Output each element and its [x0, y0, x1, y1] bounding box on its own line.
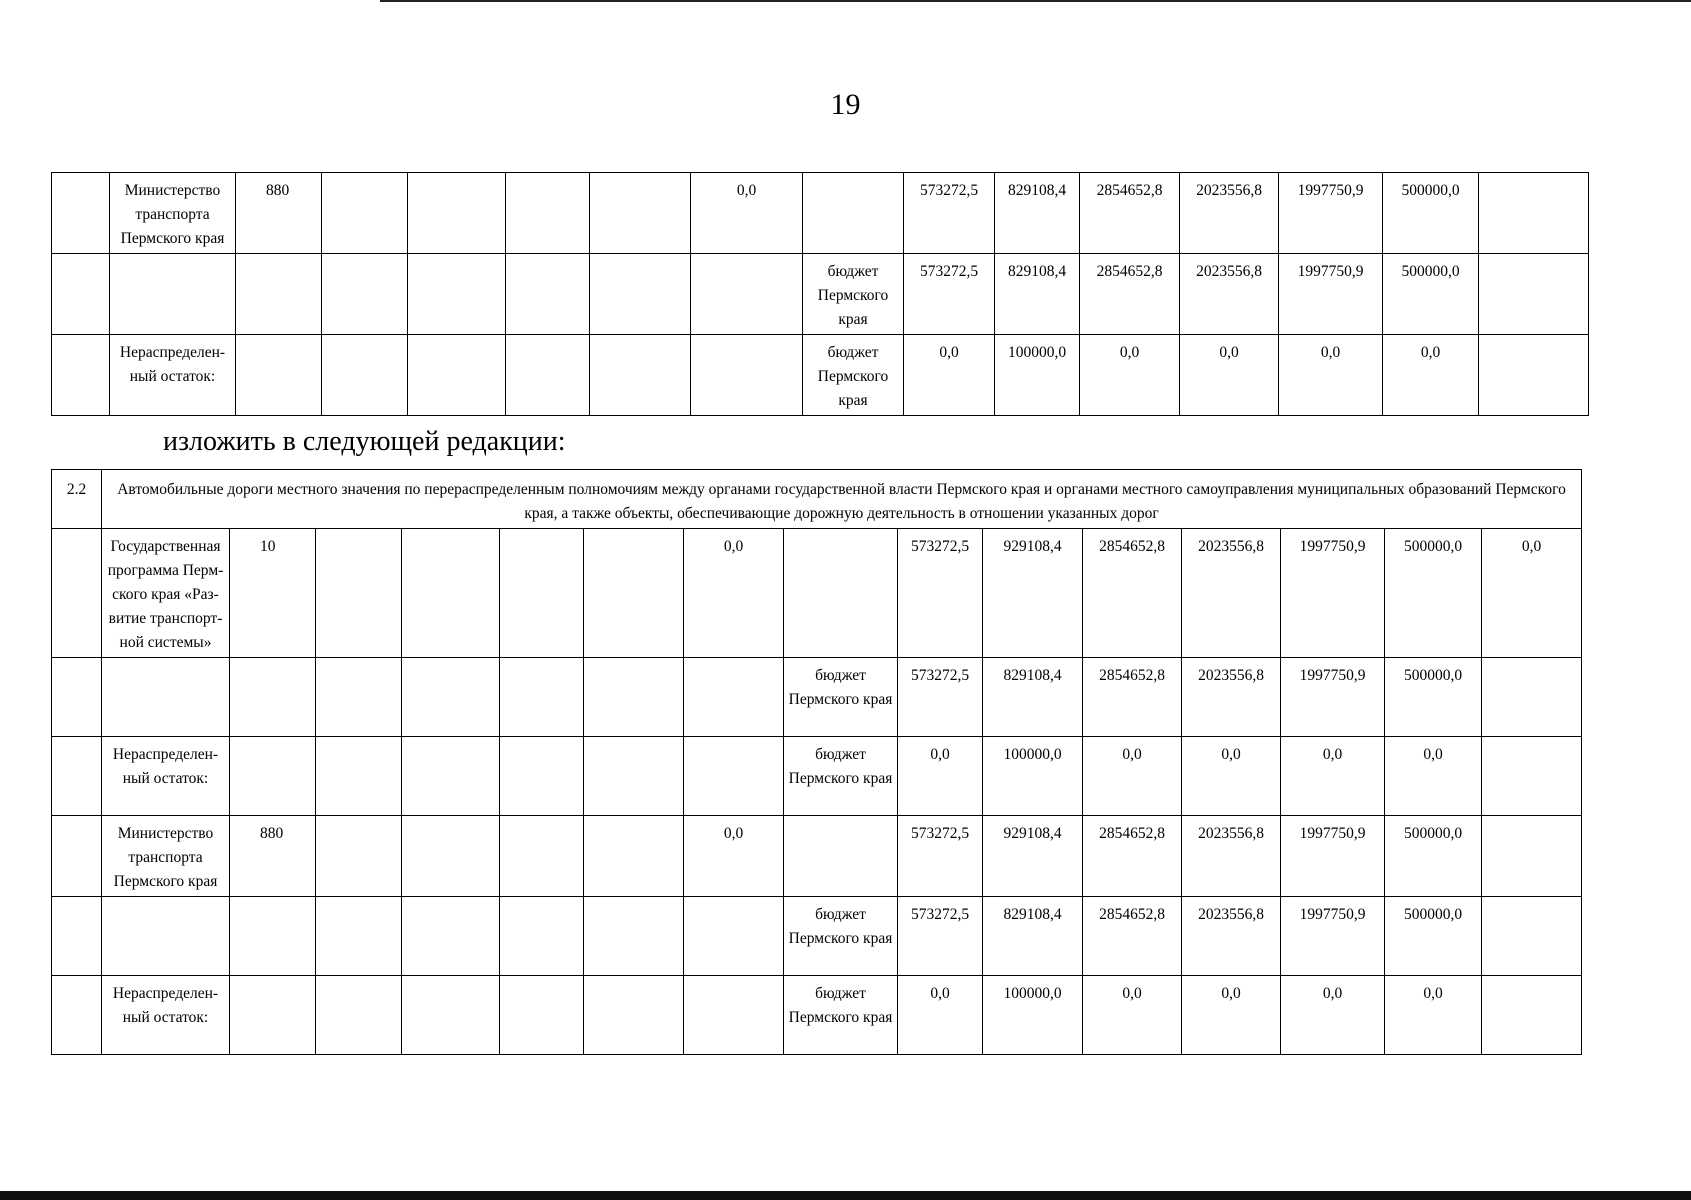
value-cell: 2023556,8 — [1182, 658, 1281, 737]
value-cell: 1997750,9 — [1281, 529, 1385, 658]
value-cell: 1997750,9 — [1281, 897, 1385, 976]
value-cell: 100000,0 — [983, 976, 1083, 1055]
base-value-cell — [684, 976, 784, 1055]
value-cell: 929108,4 — [983, 816, 1083, 897]
empty-cell — [590, 173, 691, 254]
code-cell — [230, 737, 316, 816]
empty-cell — [402, 976, 500, 1055]
code-cell: 880 — [230, 816, 316, 897]
value-cell: 500000,0 — [1383, 254, 1479, 335]
section-header-row — [52, 470, 1582, 529]
row-number-cell — [52, 897, 102, 976]
value-cell: 2854652,8 — [1083, 529, 1182, 658]
funding-source-cell: бюджет Пермского края — [784, 897, 898, 976]
table-row — [52, 529, 1582, 658]
value-cell: 500000,0 — [1383, 173, 1479, 254]
name-cell: Министерство транспорта Пермского края — [110, 173, 236, 254]
value-cell: 829108,4 — [983, 658, 1083, 737]
empty-cell — [402, 816, 500, 897]
table-row — [52, 976, 1582, 1055]
new-version-table — [51, 469, 1582, 1055]
empty-cell — [316, 529, 402, 658]
name-cell — [110, 254, 236, 335]
value-cell: 0,0 — [1083, 737, 1182, 816]
row-number-cell — [52, 529, 102, 658]
value-cell: 573272,5 — [898, 529, 983, 658]
code-cell: 880 — [236, 173, 322, 254]
value-cell: 1997750,9 — [1281, 816, 1385, 897]
value-cell: 573272,5 — [898, 897, 983, 976]
value-cell: 573272,5 — [904, 173, 995, 254]
table-row — [52, 737, 1582, 816]
value-cell: 0,0 — [1083, 976, 1182, 1055]
value-cell: 2023556,8 — [1182, 897, 1281, 976]
value-cell: 500000,0 — [1385, 529, 1482, 658]
empty-cell — [316, 658, 402, 737]
value-cell: 0,0 — [1385, 976, 1482, 1055]
row-number-cell — [52, 658, 102, 737]
empty-cell — [584, 816, 684, 897]
table-row — [52, 335, 1589, 416]
empty-cell — [584, 976, 684, 1055]
table-row — [52, 658, 1582, 737]
table-row — [52, 173, 1589, 254]
name-cell: Государственная программа Перм-ского края «Раз-витие транспорт-ной системы» — [102, 529, 230, 658]
value-cell: 2023556,8 — [1182, 529, 1281, 658]
empty-cell — [322, 173, 408, 254]
empty-cell — [408, 254, 506, 335]
bottom-edge-rule — [0, 1191, 1691, 1200]
value-cell: 829108,4 — [995, 254, 1080, 335]
empty-cell — [402, 897, 500, 976]
value-cell: 2854652,8 — [1080, 254, 1180, 335]
base-value-cell: 0,0 — [684, 529, 784, 658]
empty-cell — [316, 737, 402, 816]
empty-cell — [402, 737, 500, 816]
value-cell: 500000,0 — [1385, 658, 1482, 737]
code-cell — [230, 897, 316, 976]
value-cell: 0,0 — [1182, 976, 1281, 1055]
previous-version-table — [51, 172, 1589, 416]
value-cell: 1997750,9 — [1281, 658, 1385, 737]
empty-cell — [506, 254, 590, 335]
funding-source-cell — [784, 816, 898, 897]
value-cell: 100000,0 — [995, 335, 1080, 416]
empty-cell — [500, 897, 584, 976]
empty-cell — [506, 335, 590, 416]
empty-cell — [500, 658, 584, 737]
value-cell — [1482, 737, 1582, 816]
empty-cell — [500, 737, 584, 816]
section-number: 2.2 — [52, 470, 102, 529]
value-cell: 0,0 — [1080, 335, 1180, 416]
funding-source-cell: бюджет Пермского края — [784, 658, 898, 737]
empty-cell — [590, 335, 691, 416]
empty-cell — [584, 529, 684, 658]
funding-source-cell: бюджет Пермского края — [784, 737, 898, 816]
name-cell: Нераспределен-ный остаток: — [102, 737, 230, 816]
empty-cell — [402, 658, 500, 737]
value-cell: 0,0 — [1385, 737, 1482, 816]
value-cell — [1482, 816, 1582, 897]
value-cell: 2854652,8 — [1083, 897, 1182, 976]
funding-source-cell — [803, 173, 904, 254]
value-cell: 2854652,8 — [1080, 173, 1180, 254]
value-cell — [1482, 976, 1582, 1055]
base-value-cell: 0,0 — [684, 816, 784, 897]
value-cell: 0,0 — [1482, 529, 1582, 658]
empty-cell — [500, 816, 584, 897]
base-value-cell — [691, 254, 803, 335]
value-cell: 2023556,8 — [1180, 254, 1279, 335]
page-number: 19 — [830, 88, 861, 121]
empty-cell — [322, 335, 408, 416]
code-cell — [236, 335, 322, 416]
empty-cell — [500, 976, 584, 1055]
value-cell: 500000,0 — [1385, 897, 1482, 976]
value-cell: 0,0 — [898, 976, 983, 1055]
top-edge-rule — [380, 0, 1691, 2]
value-cell — [1479, 335, 1589, 416]
empty-cell — [402, 529, 500, 658]
value-cell: 929108,4 — [983, 529, 1083, 658]
value-cell: 573272,5 — [904, 254, 995, 335]
funding-source-cell: бюджет Пермского края — [784, 976, 898, 1055]
value-cell: 0,0 — [898, 737, 983, 816]
table-row — [52, 816, 1582, 897]
base-value-cell — [684, 897, 784, 976]
row-number-cell — [52, 335, 110, 416]
base-value-cell — [691, 335, 803, 416]
empty-cell — [500, 529, 584, 658]
empty-cell — [584, 897, 684, 976]
empty-cell — [316, 976, 402, 1055]
empty-cell — [408, 173, 506, 254]
code-cell — [230, 976, 316, 1055]
value-cell: 0,0 — [1182, 737, 1281, 816]
value-cell: 573272,5 — [898, 658, 983, 737]
value-cell — [1482, 658, 1582, 737]
funding-source-cell: бюджет Пермского края — [803, 254, 904, 335]
value-cell: 0,0 — [1281, 976, 1385, 1055]
name-cell: Министерство транспорта Пермского края — [102, 816, 230, 897]
empty-cell — [584, 737, 684, 816]
empty-cell — [408, 335, 506, 416]
base-value-cell: 0,0 — [691, 173, 803, 254]
empty-cell — [506, 173, 590, 254]
value-cell — [1482, 897, 1582, 976]
value-cell: 2023556,8 — [1180, 173, 1279, 254]
code-cell: 10 — [230, 529, 316, 658]
value-cell — [1479, 173, 1589, 254]
row-number-cell — [52, 737, 102, 816]
base-value-cell — [684, 658, 784, 737]
empty-cell — [316, 816, 402, 897]
value-cell: 0,0 — [1279, 335, 1383, 416]
value-cell: 0,0 — [1281, 737, 1385, 816]
table-row — [52, 254, 1589, 335]
value-cell: 0,0 — [1180, 335, 1279, 416]
value-cell: 2854652,8 — [1083, 658, 1182, 737]
value-cell: 0,0 — [904, 335, 995, 416]
row-number-cell — [52, 173, 110, 254]
empty-cell — [590, 254, 691, 335]
value-cell: 0,0 — [1383, 335, 1479, 416]
row-number-cell — [52, 254, 110, 335]
value-cell: 1997750,9 — [1279, 173, 1383, 254]
amendment-heading: изложить в следующей редакции: — [163, 426, 566, 457]
value-cell: 100000,0 — [983, 737, 1083, 816]
code-cell — [230, 658, 316, 737]
funding-source-cell: бюджет Пермского края — [803, 335, 904, 416]
name-cell: Нераспределен-ный остаток: — [110, 335, 236, 416]
base-value-cell — [684, 737, 784, 816]
code-cell — [236, 254, 322, 335]
name-cell — [102, 897, 230, 976]
empty-cell — [322, 254, 408, 335]
name-cell: Нераспределен-ный остаток: — [102, 976, 230, 1055]
name-cell — [102, 658, 230, 737]
value-cell: 2023556,8 — [1182, 816, 1281, 897]
value-cell: 573272,5 — [898, 816, 983, 897]
value-cell: 829108,4 — [983, 897, 1083, 976]
table-row — [52, 897, 1582, 976]
section-title: Автомобильные дороги местного значения по перераспределенным полномочиям между органами государственной власти Пермского края и органами местного самоуправления муниципальных образований Пермского края, а также объекты, обеспечивающие дорожную деятельность в отношении указанных дорог — [102, 470, 1582, 529]
value-cell: 1997750,9 — [1279, 254, 1383, 335]
empty-cell — [316, 897, 402, 976]
value-cell: 2854652,8 — [1083, 816, 1182, 897]
empty-cell — [584, 658, 684, 737]
value-cell — [1479, 254, 1589, 335]
value-cell: 829108,4 — [995, 173, 1080, 254]
funding-source-cell — [784, 529, 898, 658]
row-number-cell — [52, 976, 102, 1055]
value-cell: 500000,0 — [1385, 816, 1482, 897]
row-number-cell — [52, 816, 102, 897]
